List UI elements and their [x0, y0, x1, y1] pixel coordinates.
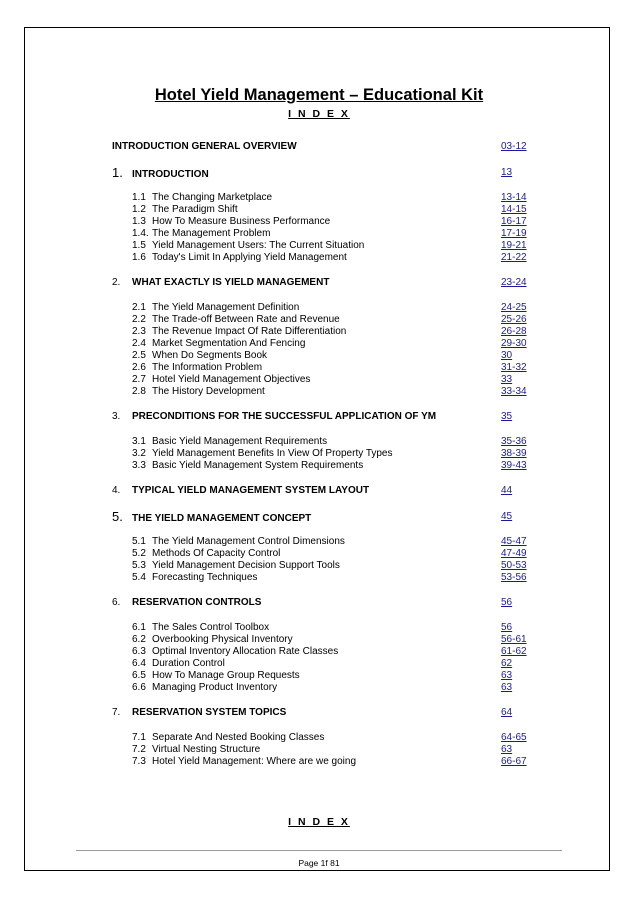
toc-entry	[112, 670, 544, 682]
toc-entry	[112, 548, 544, 560]
toc-entry-pages-link[interactable]: 13-14	[501, 192, 527, 203]
toc-entry-title: Managing Product Inventory	[152, 682, 278, 693]
toc-entry	[112, 302, 544, 314]
toc-entry	[112, 658, 544, 670]
toc-entry-pages-link[interactable]: 29-30	[501, 338, 527, 349]
toc-entry-number: 6.6	[132, 682, 146, 693]
toc-entry	[112, 560, 544, 572]
footer-divider	[76, 850, 562, 851]
toc-entry-title: The Information Problem	[152, 362, 263, 373]
toc-entry-pages-link[interactable]: 63	[501, 670, 513, 681]
toc-entry	[112, 362, 544, 374]
toc-entry-number: 6.5	[132, 670, 146, 681]
toc-entry-pages-link[interactable]: 33-34	[501, 386, 527, 397]
toc-entry-number: 5.2	[132, 548, 146, 559]
toc-entry-title: Basic Yield Management Requirements	[152, 436, 328, 447]
toc-section	[112, 596, 544, 706]
toc-entry-pages-link[interactable]: 21-22	[501, 252, 527, 263]
toc-entry-number: 2.5	[132, 350, 146, 361]
toc-entry-number: 2.1	[132, 302, 146, 313]
toc-entry-title: The History Development	[152, 386, 265, 397]
toc-section-heading	[112, 706, 544, 720]
toc-section-heading	[112, 410, 544, 424]
toc-entry-number: 2.7	[132, 374, 146, 385]
toc-entry	[112, 252, 544, 264]
toc-section	[112, 276, 544, 410]
toc-entry-title: Hotel Yield Management: Where are we going	[152, 756, 357, 767]
toc-entry-pages-link[interactable]: 56	[501, 622, 513, 633]
toc-entry-title: The Sales Control Toolbox	[152, 622, 270, 633]
toc-entry-title: Basic Yield Management System Requirements	[152, 460, 364, 471]
toc-entry	[112, 228, 544, 240]
toc-entry-number: 6.2	[132, 634, 146, 645]
toc-entry-pages-link[interactable]: 45-47	[501, 536, 527, 547]
toc-entry-title: Yield Management Benefits In View Of Property Types	[152, 448, 393, 459]
toc-entry-number: 7.3	[132, 756, 146, 767]
toc-entry-pages-link[interactable]: 25-26	[501, 314, 527, 325]
toc-entry-number: 2.4	[132, 338, 146, 349]
toc-entry-title: Hotel Yield Management Objectives	[152, 374, 311, 385]
toc-entry-title: When Do Segments Book	[152, 350, 268, 361]
toc-section-pages-link[interactable]: 35	[501, 411, 513, 422]
toc-section-title: THE YIELD MANAGEMENT CONCEPT	[132, 513, 312, 524]
toc-entry	[112, 732, 544, 744]
toc-entry-title: How To Measure Business Performance	[152, 216, 331, 227]
toc-entry-title: Forecasting Techniques	[152, 572, 258, 583]
toc-entry-number: 5.3	[132, 560, 146, 571]
toc-entry-pages-link[interactable]: 62	[501, 658, 513, 669]
toc-section-pages-link[interactable]: 23-24	[501, 277, 527, 288]
toc-entry-pages-link[interactable]: 16-17	[501, 216, 527, 227]
table-of-contents	[112, 140, 544, 780]
toc-section	[112, 510, 544, 596]
toc-entry-pages-link[interactable]: 31-32	[501, 362, 527, 373]
toc-entry-title: Separate And Nested Booking Classes	[152, 732, 325, 743]
toc-entry	[112, 634, 544, 646]
toc-entry-number: 2.8	[132, 386, 146, 397]
toc-entry-number: 5.4	[132, 572, 146, 583]
toc-entry-pages-link[interactable]: 33	[501, 374, 513, 385]
toc-entry	[112, 204, 544, 216]
toc-entry-title: The Yield Management Definition	[152, 302, 300, 313]
toc-entry-pages-link[interactable]: 24-25	[501, 302, 527, 313]
toc-section-number: 6.	[112, 597, 121, 608]
toc-section-title: RESERVATION CONTROLS	[132, 597, 262, 608]
toc-entry-number: 1.1	[132, 192, 146, 203]
toc-entry-title: The Changing Marketplace	[152, 192, 273, 203]
toc-entry-title: The Yield Management Control Dimensions	[152, 536, 345, 547]
toc-entry	[112, 374, 544, 386]
toc-intro-label: INTRODUCTION GENERAL OVERVIEW	[112, 141, 297, 152]
toc-entry-pages-link[interactable]: 19-21	[501, 240, 527, 251]
toc-section-heading	[112, 166, 544, 180]
toc-section-heading	[112, 484, 544, 498]
toc-entry-title: The Trade-off Between Rate and Revenue	[152, 314, 340, 325]
toc-section-pages-link[interactable]: 45	[501, 511, 513, 522]
toc-entry	[112, 314, 544, 326]
toc-entry-title: The Management Problem	[152, 228, 271, 239]
toc-entry-pages-link[interactable]: 39-43	[501, 460, 527, 471]
toc-entry-title: Overbooking Physical Inventory	[152, 634, 293, 645]
toc-entry	[112, 326, 544, 338]
toc-entry-pages-link[interactable]: 30	[501, 350, 513, 361]
toc-entry-title: Yield Management Users: The Current Situation	[152, 240, 365, 251]
toc-entry-number: 2.6	[132, 362, 146, 373]
toc-entry-title: The Paradigm Shift	[152, 204, 238, 215]
toc-section-pages-link[interactable]: 56	[501, 597, 513, 608]
toc-section-title: RESERVATION SYSTEM TOPICS	[132, 707, 287, 718]
toc-section	[112, 706, 544, 780]
toc-entry-number: 7.1	[132, 732, 146, 743]
toc-entry-number: 7.2	[132, 744, 146, 755]
toc-entry	[112, 756, 544, 768]
toc-entry	[112, 386, 544, 398]
toc-entry	[112, 192, 544, 204]
toc-entry-pages-link[interactable]: 63	[501, 682, 513, 693]
toc-section-title: PRECONDITIONS FOR THE SUCCESSFUL APPLICATION OF YM	[132, 411, 437, 422]
toc-entry	[112, 682, 544, 694]
toc-entry-pages-link[interactable]: 66-67	[501, 756, 527, 767]
toc-entry-title: Optimal Inventory Allocation Rate Classes	[152, 646, 339, 657]
toc-intro-row	[112, 140, 544, 154]
toc-section-title: WHAT EXACTLY IS YIELD MANAGEMENT	[132, 277, 330, 288]
toc-entry-number: 3.1	[132, 436, 146, 447]
toc-section	[112, 166, 544, 276]
page-footer: Page 1f 81	[298, 858, 340, 868]
toc-entry	[112, 338, 544, 350]
toc-entry-title: Market Segmentation And Fencing	[152, 338, 306, 349]
toc-entry-number: 1.4.	[132, 228, 149, 239]
index-heading: I N D E X	[288, 108, 350, 120]
toc-entry-number: 6.3	[132, 646, 146, 657]
toc-entry	[112, 350, 544, 362]
toc-section-heading	[112, 596, 544, 610]
toc-entry	[112, 460, 544, 472]
toc-entry	[112, 436, 544, 448]
toc-section-number: 1.	[112, 165, 123, 180]
toc-entry-pages-link[interactable]: 53-56	[501, 572, 527, 583]
toc-entry-number: 1.6	[132, 252, 146, 263]
toc-entry	[112, 448, 544, 460]
toc-entry-pages-link[interactable]: 17-19	[501, 228, 527, 239]
toc-entry-pages-link[interactable]: 64-65	[501, 732, 527, 743]
toc-entry-pages-link[interactable]: 26-28	[501, 326, 527, 337]
toc-entry-title: Duration Control	[152, 658, 225, 669]
toc-section-number: 3.	[112, 411, 121, 422]
toc-entry	[112, 572, 544, 584]
toc-entry	[112, 240, 544, 252]
toc-entry	[112, 646, 544, 658]
toc-section-heading	[112, 510, 544, 524]
toc-entry	[112, 744, 544, 756]
toc-entry-number: 3.2	[132, 448, 146, 459]
toc-section-title: TYPICAL YIELD MANAGEMENT SYSTEM LAYOUT	[132, 485, 370, 496]
toc-entry-number: 6.4	[132, 658, 146, 669]
toc-entry-title: Methods Of Capacity Control	[152, 548, 281, 559]
toc-section-pages-link[interactable]: 44	[501, 485, 513, 496]
toc-entry-number: 2.3	[132, 326, 146, 337]
toc-section-heading	[112, 276, 544, 290]
toc-section-pages-link[interactable]: 64	[501, 707, 513, 718]
toc-entry-title: Today's Limit In Applying Yield Management	[152, 252, 347, 263]
toc-entry-pages-link[interactable]: 56-61	[501, 634, 527, 645]
toc-entry-number: 1.3	[132, 216, 146, 227]
toc-entry-pages-link[interactable]: 35-36	[501, 436, 527, 447]
toc-entry-title: Virtual Nesting Structure	[152, 744, 261, 755]
toc-entry-number: 1.2	[132, 204, 146, 215]
toc-entry	[112, 622, 544, 634]
index-heading-bottom: I N D E X	[288, 816, 350, 828]
toc-section	[112, 410, 544, 484]
toc-section	[112, 484, 544, 510]
toc-section-title: INTRODUCTION	[132, 169, 209, 180]
toc-entry-pages-link[interactable]: 61-62	[501, 646, 527, 657]
toc-entry-pages-link[interactable]: 38-39	[501, 448, 527, 459]
toc-entry-number: 6.1	[132, 622, 146, 633]
toc-entry-number: 3.3	[132, 460, 146, 471]
toc-entry-title: How To Manage Group Requests	[152, 670, 300, 681]
toc-entry-title: The Revenue Impact Of Rate Differentiation	[152, 326, 347, 337]
toc-section-number: 7.	[112, 707, 121, 718]
toc-entry	[112, 536, 544, 548]
toc-entry-number: 2.2	[132, 314, 146, 325]
document-title: Hotel Yield Management – Educational Kit	[154, 86, 484, 104]
toc-section-pages-link[interactable]: 13	[501, 167, 513, 178]
toc-section-number: 4.	[112, 485, 121, 496]
toc-entry-pages-link[interactable]: 63	[501, 744, 513, 755]
toc-section-number: 2.	[112, 277, 121, 288]
toc-entry	[112, 216, 544, 228]
toc-entry-pages-link[interactable]: 14-15	[501, 204, 527, 215]
toc-entry-number: 1.5	[132, 240, 146, 251]
toc-entry-title: Yield Management Decision Support Tools	[152, 560, 340, 571]
toc-entry-pages-link[interactable]: 50-53	[501, 560, 527, 571]
toc-entry-number: 5.1	[132, 536, 146, 547]
toc-intro-pages-link[interactable]: 03-12	[501, 141, 527, 152]
toc-section-number: 5.	[112, 509, 123, 524]
toc-entry-pages-link[interactable]: 47-49	[501, 548, 527, 559]
